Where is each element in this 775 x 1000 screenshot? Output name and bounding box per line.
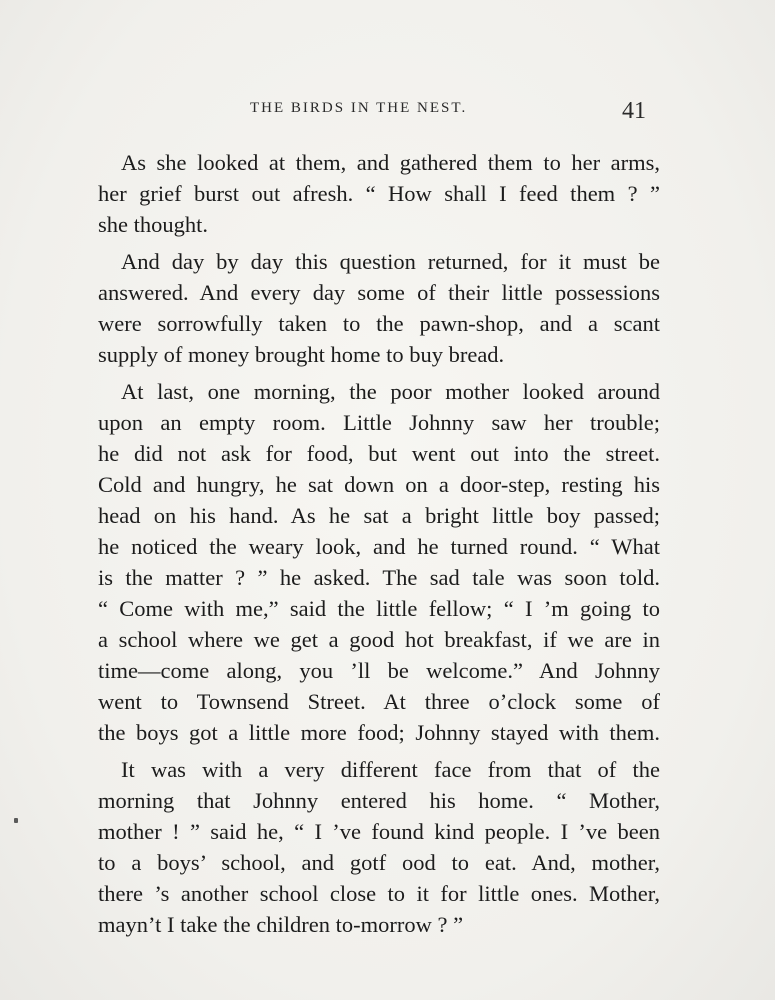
text-line: is the matter ? ” he asked. The sad tale was soon told. <box>98 565 660 590</box>
text-line: went to Townsend Street. At three o’clock some of <box>98 689 660 714</box>
text-line: mother ! ” said he, “ I ’ve found kind people. I ’ve been <box>98 819 660 844</box>
text-line: head on his hand. As he sat a bright little boy passed; <box>98 503 660 528</box>
text-line: At last, one morning, the poor mother looked around <box>121 379 660 404</box>
text-line: he did not ask for food, but went out into the street. <box>98 441 660 466</box>
text-line: the boys got a little more food; Johnny stayed with them. <box>98 720 660 745</box>
text-line: And day by day this question returned, for it must be <box>121 249 660 274</box>
paragraph <box>98 754 660 940</box>
text-line: to a boys’ school, and gotf ood to eat. And, mother, <box>98 850 660 875</box>
text-line: a school where we get a good hot breakfast, if we are in <box>98 627 660 652</box>
text-line: “ Come with me,” said the little fellow; “ I ’m going to <box>98 596 660 621</box>
text-line: morning that Johnny entered his home. “ Mother, <box>98 788 660 813</box>
paragraph <box>98 147 660 240</box>
paragraph <box>98 376 660 748</box>
page-number: 41 <box>622 98 646 124</box>
margin-speck <box>14 818 18 823</box>
text-line: Cold and hungry, he sat down on a door-step, resting his <box>98 472 660 497</box>
text-line: It was with a very different face from that of the <box>121 757 660 782</box>
text-line: time—come along, you ’ll be welcome.” And Johnny <box>98 658 660 683</box>
text-line: she thought. <box>98 212 208 237</box>
text-line: her grief burst out afresh. “ How shall I feed them ? ” <box>98 181 660 206</box>
body-text <box>98 147 660 940</box>
text-line: were sorrowfully taken to the pawn-shop, and a scant <box>98 311 660 336</box>
text-line: upon an empty room. Little Johnny saw her trouble; <box>98 410 660 435</box>
text-line: As she looked at them, and gathered them to her arms, <box>121 150 660 175</box>
text-line: supply of money brought home to buy bread. <box>98 342 505 367</box>
running-title: THE BIRDS IN THE NEST. <box>250 100 468 116</box>
text-line: he noticed the weary look, and he turned round. “ What <box>98 534 660 559</box>
paragraph <box>98 246 660 370</box>
text-line: mayn’t I take the children to-morrow ? ” <box>98 912 464 937</box>
text-line: answered. And every day some of their little possessions <box>98 280 660 305</box>
text-line: there ’s another school close to it for little ones. Mother, <box>98 881 660 906</box>
